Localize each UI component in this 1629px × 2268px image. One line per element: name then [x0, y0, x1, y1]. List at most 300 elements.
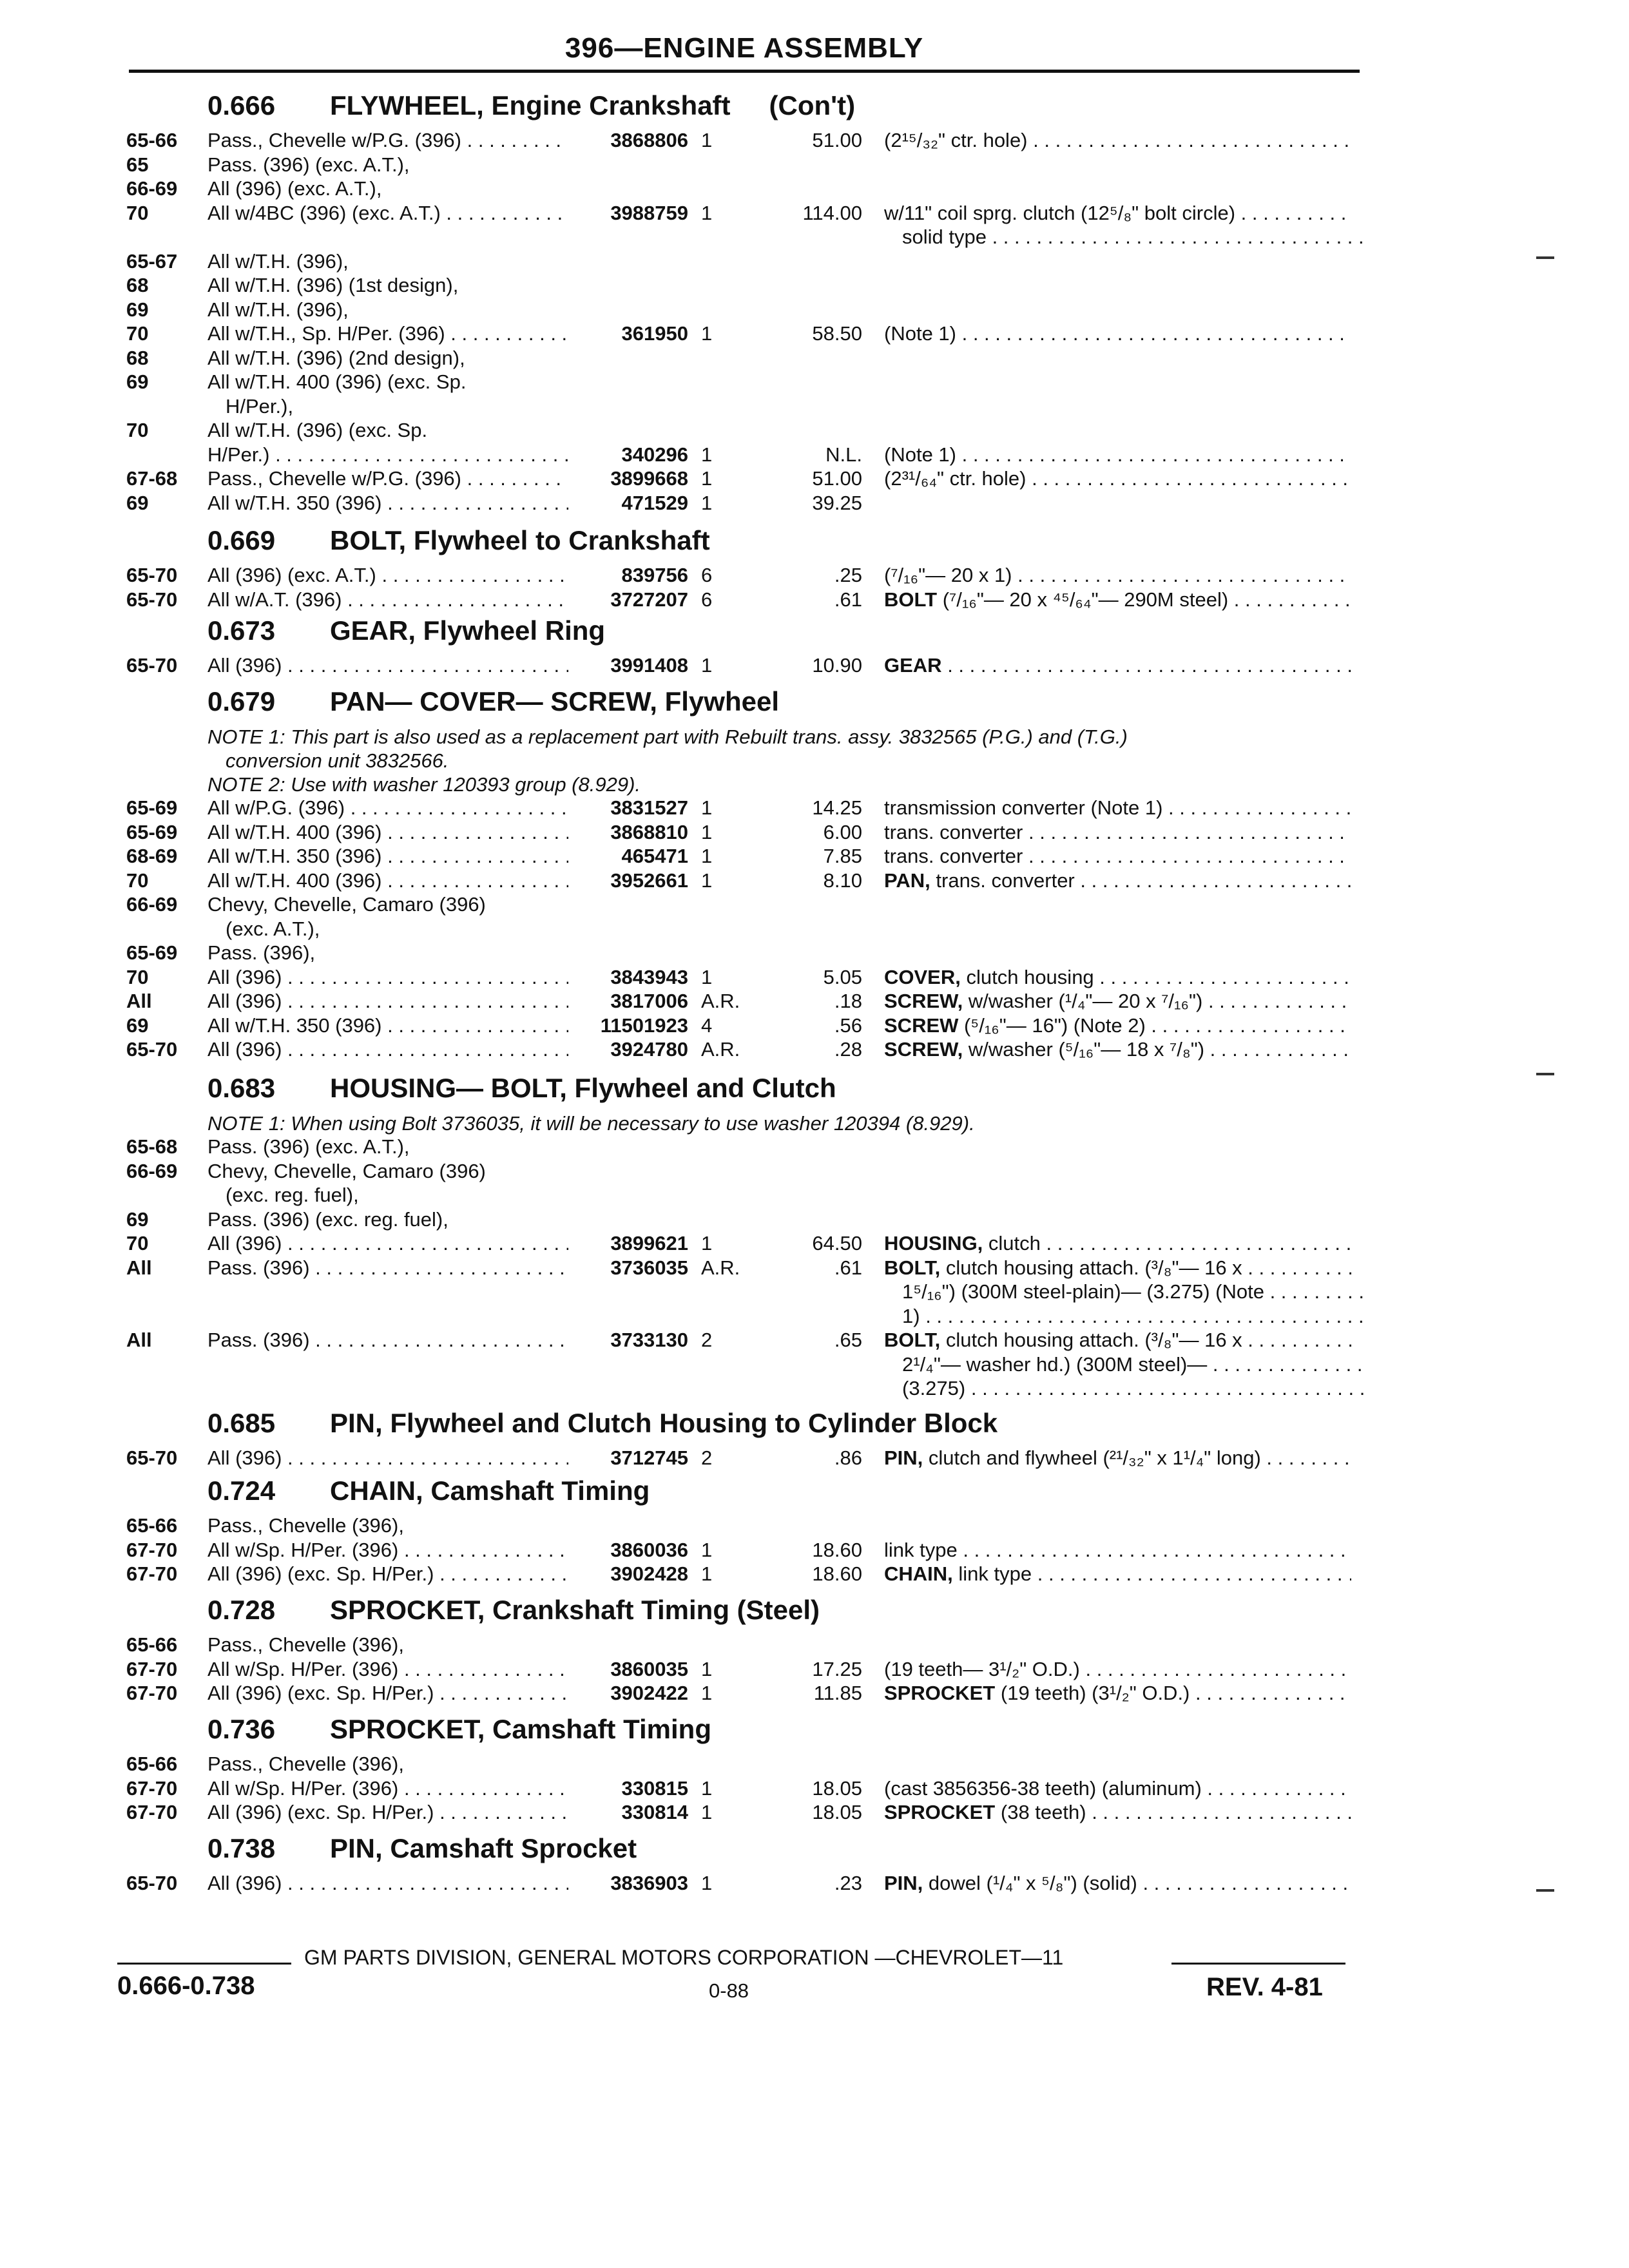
remark-text: clutch housing attach. (³/₈"— 16 x: [945, 1329, 1242, 1351]
part-number: 3712745: [610, 1446, 688, 1469]
price: 18.60: [812, 1562, 862, 1585]
table-row: [0, 370, 1629, 396]
model-year: 65-66: [126, 1514, 178, 1537]
section-heading: [207, 1408, 998, 1439]
application-description: Pass., Chevelle (396),: [207, 1514, 404, 1537]
remark-text: trans. converter: [884, 821, 1023, 843]
application-description: All (396) . . .: [207, 990, 568, 1013]
model-year: 65: [126, 153, 149, 176]
quantity: A.R.: [701, 990, 740, 1012]
application-description: Pass. (396) (exc. A.T.),: [207, 153, 410, 176]
remark: [902, 1305, 1369, 1328]
remark: [884, 1446, 1351, 1470]
remark-text: (Note 1): [884, 322, 956, 345]
price: .61: [834, 1256, 862, 1279]
application-description: All (396) . . .: [207, 1232, 568, 1255]
quantity: 6: [701, 564, 713, 586]
remark-text: clutch: [988, 1232, 1041, 1254]
page-title: 396—ENGINE ASSEMBLY: [564, 32, 924, 64]
model-year: 70: [126, 966, 149, 988]
remark-part-name: SCREW: [884, 1014, 959, 1037]
remark-text: (3.275): [902, 1377, 966, 1399]
section-title: BOLT, Flywheel to Crankshaft: [330, 525, 710, 555]
part-number: 839756: [621, 564, 688, 586]
remark-text: link type: [884, 1539, 958, 1561]
table-row: [0, 492, 1629, 517]
table-row: [0, 274, 1629, 300]
table-row: [0, 821, 1629, 847]
remark-part-name: BOLT,: [884, 1329, 941, 1351]
application-description: All w/T.H. (396),: [207, 298, 349, 321]
table-row: [0, 1682, 1629, 1707]
margin-mark: [1536, 256, 1554, 259]
application-description: All w/4BC (396) (exc. A.T.) . . .: [207, 202, 568, 225]
application-description: All (396) . . .: [207, 1872, 568, 1895]
quantity: 1: [701, 845, 713, 867]
remark: [884, 1038, 1351, 1061]
application-description: Pass. (396) . . .: [207, 1256, 568, 1280]
table-row: [0, 1539, 1629, 1564]
price: 58.50: [812, 322, 862, 345]
section-title: PAN— COVER— SCREW, Flywheel: [330, 686, 779, 716]
price: .25: [834, 564, 862, 586]
remark-text: 2¹/₄"— washer hd.) (300M steel)—: [902, 1353, 1208, 1376]
application-description: All w/T.H. 350 (396) . . .: [207, 845, 568, 868]
section-heading: [207, 615, 605, 646]
table-row: [0, 796, 1629, 822]
model-year: 69: [126, 298, 149, 321]
table-row: [0, 153, 1629, 179]
application-description: All (396) (exc. Sp. H/Per.) . . .: [207, 1562, 568, 1586]
table-row: [0, 588, 1629, 614]
table-row: [0, 1633, 1629, 1659]
footer-division: GM PARTS DIVISION, GENERAL MOTORS CORPORATION —CHEVROLET—11: [304, 1946, 1064, 1969]
model-year: 65-70: [126, 1872, 178, 1894]
price: 10.90: [812, 654, 862, 677]
application-description: All w/Sp. H/Per. (396) . . .: [207, 1777, 568, 1800]
table-row: [0, 1160, 1629, 1186]
table-row: [0, 918, 1629, 943]
remark: [902, 226, 1369, 249]
application-description: All (396) . . .: [207, 654, 568, 677]
section-number: 0.673: [207, 615, 276, 646]
part-number: 11501923: [600, 1014, 688, 1037]
model-year: 70: [126, 419, 149, 441]
table-row: [0, 654, 1629, 680]
table-row: [0, 1135, 1629, 1161]
application-description: All (396) (exc. Sp. H/Per.) . . .: [207, 1682, 568, 1705]
price: .23: [834, 1872, 862, 1894]
model-year: 69: [126, 1014, 149, 1037]
remark-text: (⁵/₁₆"— 16") (Note 2): [964, 1014, 1146, 1037]
application-description: All w/Sp. H/Per. (396) . . .: [207, 1539, 568, 1562]
table-row: [0, 443, 1629, 469]
quantity: 1: [701, 1232, 713, 1254]
remark: [902, 1353, 1369, 1376]
application-description: All w/T.H., Sp. H/Per. (396) . . .: [207, 322, 568, 345]
remark: [884, 1777, 1351, 1800]
section-title: SPROCKET, Crankshaft Timing (Steel): [330, 1595, 820, 1625]
quantity: 1: [701, 796, 713, 819]
model-year: All: [126, 1256, 152, 1279]
part-number: 471529: [621, 492, 688, 514]
table-row: [0, 1377, 1629, 1403]
remark-part-name: SCREW,: [884, 1038, 963, 1061]
model-year: 67-70: [126, 1562, 178, 1585]
application-description: All (396) (exc. Sp. H/Per.) . . .: [207, 1801, 568, 1824]
application-description: Chevy, Chevelle, Camaro (396): [207, 1160, 486, 1182]
table-row: [0, 1801, 1629, 1827]
remark: [884, 1014, 1351, 1037]
quantity: 1: [701, 1658, 713, 1680]
model-year: 65-70: [126, 564, 178, 586]
price: .56: [834, 1014, 862, 1037]
model-year: 69: [126, 492, 149, 514]
remark-text: trans. converter: [884, 845, 1023, 867]
quantity: 1: [701, 1539, 713, 1561]
remark-text: (2³¹/₆₄" ctr. hole): [884, 467, 1027, 490]
model-year: 66-69: [126, 893, 178, 916]
quantity: 1: [701, 1872, 713, 1894]
part-number: 465471: [621, 845, 688, 867]
quantity: 1: [701, 1777, 713, 1800]
application-description: Pass. (396),: [207, 941, 316, 964]
section-note: NOTE 2: Use with washer 120393 group (8.929).: [207, 773, 641, 796]
footer-rule-left: [117, 1963, 291, 1965]
part-number: 3924780: [610, 1038, 688, 1061]
quantity: 1: [701, 821, 713, 843]
section-continued: (Con't): [769, 90, 856, 120]
remark-part-name: BOLT: [884, 588, 938, 611]
remark: [902, 1377, 1369, 1400]
remark: [884, 990, 1351, 1013]
table-row: [0, 893, 1629, 919]
application-description: All (396) . . .: [207, 966, 568, 989]
remark-text: 1): [902, 1305, 920, 1327]
section-heading: [207, 686, 779, 717]
remark-part-name: SCREW,: [884, 990, 963, 1012]
footer-revision: REV. 4-81: [1206, 1973, 1323, 2001]
remark-text: (⁷/₁₆"— 20 x ⁴⁵/₆₄"— 290M steel): [942, 588, 1229, 611]
footer-rule-right: [1171, 1963, 1345, 1965]
remark-text: (38 teeth): [1000, 1801, 1086, 1823]
remark: [884, 654, 1351, 677]
part-number: 3991408: [610, 654, 688, 677]
table-row: [0, 1777, 1629, 1803]
application-description: All w/T.H. 400 (396) . . .: [207, 821, 568, 844]
model-year: 65-69: [126, 941, 178, 964]
part-number: 3736035: [610, 1256, 688, 1279]
remark-text: (2¹⁵/₃₂" ctr. hole): [884, 129, 1028, 151]
model-year: 67-70: [126, 1539, 178, 1561]
section-title: PIN, Camshaft Sprocket: [330, 1833, 637, 1863]
quantity: 1: [701, 869, 713, 892]
margin-mark: [1536, 1073, 1554, 1075]
remark: [884, 467, 1351, 490]
model-year: 65-70: [126, 588, 178, 611]
application-description: Pass., Chevelle (396),: [207, 1633, 404, 1656]
model-year: 65-66: [126, 1633, 178, 1656]
remark-part-name: PIN,: [884, 1872, 923, 1894]
table-row: [0, 202, 1629, 227]
part-number: 3727207: [610, 588, 688, 611]
remark-text: transmission converter (Note 1): [884, 796, 1163, 819]
model-year: 68: [126, 347, 149, 369]
application-description: (exc. A.T.),: [226, 918, 320, 940]
price: 18.60: [812, 1539, 862, 1561]
part-number: 3899668: [610, 467, 688, 490]
remark-text: (⁷/₁₆"— 20 x 1): [884, 564, 1012, 586]
section-title: GEAR, Flywheel Ring: [330, 615, 606, 646]
price: .28: [834, 1038, 862, 1061]
remark-part-name: CHAIN,: [884, 1562, 953, 1585]
remark: [884, 564, 1351, 587]
section-heading: [207, 1595, 820, 1626]
price: .61: [834, 588, 862, 611]
part-number: 330814: [621, 1801, 688, 1823]
remark: [884, 202, 1351, 225]
section-number: 0.685: [207, 1408, 276, 1438]
model-year: 67-70: [126, 1658, 178, 1680]
table-row: [0, 1872, 1629, 1898]
table-row: [0, 226, 1629, 251]
table-row: [0, 1232, 1629, 1258]
remark: [884, 1682, 1351, 1705]
application-description: All (396) . . .: [207, 1038, 568, 1061]
model-year: 65-68: [126, 1135, 178, 1158]
section-number: 0.724: [207, 1475, 276, 1506]
price: .65: [834, 1329, 862, 1351]
section-heading: [207, 1475, 650, 1506]
quantity: 1: [701, 966, 713, 988]
part-number: 330815: [621, 1777, 688, 1800]
model-year: 67-70: [126, 1777, 178, 1800]
application-description: H/Per.),: [226, 395, 294, 418]
table-row: [0, 1446, 1629, 1472]
remark: [884, 966, 1351, 989]
section-note: conversion unit 3832566.: [226, 749, 449, 772]
model-year: 69: [126, 370, 149, 393]
remark: [902, 1280, 1369, 1303]
table-row: [0, 845, 1629, 870]
part-number: 3817006: [610, 990, 688, 1012]
remark-text: link type: [958, 1562, 1032, 1585]
remark: [884, 1256, 1351, 1280]
application-description: All w/P.G. (396) . . .: [207, 796, 568, 820]
remark-text: clutch and flywheel (²¹/₃₂" x 1¹/₄" long): [928, 1446, 1261, 1469]
remark-part-name: PIN,: [884, 1446, 923, 1469]
remark-text: clutch housing attach. (³/₈"— 16 x: [945, 1256, 1242, 1279]
model-year: 66-69: [126, 1160, 178, 1182]
price: 6.00: [823, 821, 862, 843]
application-description: Pass., Chevelle (396),: [207, 1753, 404, 1775]
application-description: All w/A.T. (396) . . .: [207, 588, 568, 611]
section-heading: [207, 1833, 637, 1864]
application-description: Pass. (396) (exc. A.T.),: [207, 1135, 410, 1158]
section-title: CHAIN, Camshaft Timing: [330, 1475, 650, 1506]
model-year: 70: [126, 322, 149, 345]
model-year: 65-69: [126, 796, 178, 819]
quantity: 2: [701, 1329, 713, 1351]
part-number: 3868806: [610, 129, 688, 151]
part-number: 3899621: [610, 1232, 688, 1254]
table-row: [0, 1038, 1629, 1064]
application-description: All (396) . . .: [207, 1446, 568, 1470]
application-description: Pass., Chevelle w/P.G. (396) . . .: [207, 467, 568, 490]
section-number: 0.728: [207, 1595, 276, 1625]
quantity: 1: [701, 1801, 713, 1823]
section-number: 0.669: [207, 525, 276, 555]
application-description: All w/T.H. 350 (396) . . .: [207, 492, 568, 515]
remark: [884, 869, 1351, 892]
remark-text: (19 teeth) (3¹/₂" O.D.): [1000, 1682, 1190, 1704]
price: .86: [834, 1446, 862, 1469]
part-number: 3836903: [610, 1872, 688, 1894]
table-row: [0, 1753, 1629, 1778]
application-description: All w/T.H. (396) (1st design),: [207, 274, 459, 296]
section-heading: [207, 90, 855, 121]
part-number: 3952661: [610, 869, 688, 892]
model-year: 65-67: [126, 250, 178, 273]
part-number: 3860036: [610, 1539, 688, 1561]
quantity: 1: [701, 443, 713, 466]
table-row: [0, 467, 1629, 493]
price: 8.10: [823, 869, 862, 892]
application-description: All w/T.H. (396),: [207, 250, 349, 273]
model-year: 68: [126, 274, 149, 296]
table-row: [0, 395, 1629, 421]
remark-part-name: PAN,: [884, 869, 930, 892]
table-row: [0, 322, 1629, 348]
remark: [884, 1562, 1351, 1586]
price: 64.50: [812, 1232, 862, 1254]
table-row: [0, 869, 1629, 895]
model-year: All: [126, 1329, 152, 1351]
remark: [884, 588, 1351, 611]
table-row: [0, 966, 1629, 992]
remark-text: trans. converter: [936, 869, 1075, 892]
footer-page-number: 0-88: [709, 1979, 749, 2002]
section-number: 0.736: [207, 1714, 276, 1744]
part-number: 3831527: [610, 796, 688, 819]
section-number: 0.679: [207, 686, 276, 716]
table-row: [0, 1256, 1629, 1282]
remark: [884, 129, 1351, 152]
application-description: H/Per.) . . .: [207, 443, 568, 466]
remark-part-name: GEAR: [884, 654, 942, 677]
price: .18: [834, 990, 862, 1012]
model-year: 69: [126, 1208, 149, 1231]
application-description: All w/T.H. 400 (396) . . .: [207, 869, 568, 892]
remark-part-name: COVER,: [884, 966, 961, 988]
remark-text: w/washer (⁵/₁₆"— 18 x ⁷/₈"): [968, 1038, 1205, 1061]
part-number: 3733130: [610, 1329, 688, 1351]
table-row: [0, 129, 1629, 155]
part-number: 3843943: [610, 966, 688, 988]
price: 17.25: [812, 1658, 862, 1680]
application-description: (exc. reg. fuel),: [226, 1184, 359, 1206]
part-number: 3860035: [610, 1658, 688, 1680]
section-heading: [207, 1073, 836, 1104]
application-description: All w/T.H. 350 (396) . . .: [207, 1014, 568, 1037]
price: 39.25: [812, 492, 862, 514]
application-description: All w/T.H. (396) (exc. Sp.: [207, 419, 428, 441]
quantity: A.R.: [701, 1256, 740, 1279]
remark: [884, 845, 1351, 868]
application-description: All (396) (exc. A.T.),: [207, 177, 382, 200]
price: 18.05: [812, 1801, 862, 1823]
remark: [884, 1872, 1351, 1895]
header-rule: [129, 70, 1360, 73]
model-year: 65-66: [126, 129, 178, 151]
application-description: Chevy, Chevelle, Camaro (396): [207, 893, 486, 916]
remark-part-name: BOLT,: [884, 1256, 941, 1279]
remark: [884, 1539, 1351, 1562]
model-year: 70: [126, 202, 149, 224]
table-row: [0, 1305, 1629, 1331]
price: 11.85: [813, 1682, 862, 1704]
remark: [884, 1329, 1351, 1352]
table-row: [0, 347, 1629, 372]
model-year: All: [126, 990, 152, 1012]
model-year: 68-69: [126, 845, 178, 867]
table-row: [0, 564, 1629, 590]
table-row: [0, 298, 1629, 324]
section-note: NOTE 1: This part is also used as a replacement part with Rebuilt trans. assy. 3832565 (P.G.) and (T.G.): [207, 726, 1128, 748]
application-description: Pass. (396) . . .: [207, 1329, 568, 1352]
section-title: HOUSING— BOLT, Flywheel and Clutch: [330, 1073, 836, 1103]
remark-text: solid type: [902, 226, 987, 248]
model-year: 70: [126, 1232, 149, 1254]
model-year: 65-70: [126, 1038, 178, 1061]
section-note: NOTE 1: When using Bolt 3736035, it will be necessary to use washer 120394 (8.929).: [207, 1112, 975, 1135]
quantity: A.R.: [701, 1038, 740, 1061]
remark-text: clutch housing: [966, 966, 1094, 988]
part-number: 3902428: [610, 1562, 688, 1585]
remark-text: (cast 3856356-38 teeth) (aluminum): [884, 1777, 1202, 1800]
table-row: [0, 1208, 1629, 1234]
price: 51.00: [812, 129, 862, 151]
section-number: 0.666: [207, 90, 276, 120]
model-year: 65-69: [126, 821, 178, 843]
quantity: 1: [701, 1682, 713, 1704]
quantity: 6: [701, 588, 713, 611]
table-row: [0, 1329, 1629, 1354]
price: 18.05: [812, 1777, 862, 1800]
remark-text: (19 teeth— 3¹/₂" O.D.): [884, 1658, 1080, 1680]
section-number: 0.683: [207, 1073, 276, 1103]
part-number: 3988759: [610, 202, 688, 224]
section-title: SPROCKET, Camshaft Timing: [330, 1714, 711, 1744]
application-description: All (396) (exc. A.T.) . . .: [207, 564, 568, 587]
price: 51.00: [812, 467, 862, 490]
model-year: 66-69: [126, 177, 178, 200]
section-heading: [207, 1714, 711, 1745]
application-description: Pass., Chevelle w/P.G. (396) . . .: [207, 129, 568, 152]
margin-mark: [1536, 1889, 1554, 1892]
remark-text: w/11" coil sprg. clutch (12⁵/₈" bolt circle): [884, 202, 1236, 224]
remark-text: 1⁵/₁₆") (300M steel-plain)— (3.275) (Note: [902, 1280, 1264, 1303]
model-year: 65-66: [126, 1753, 178, 1775]
model-year: 65-70: [126, 1446, 178, 1469]
remark: [884, 1232, 1351, 1255]
part-number: 340296: [621, 443, 688, 466]
table-row: [0, 419, 1629, 445]
remark: [884, 796, 1351, 820]
price: 5.05: [823, 966, 862, 988]
application-description: Pass. (396) (exc. reg. fuel),: [207, 1208, 448, 1231]
quantity: 1: [701, 1562, 713, 1585]
